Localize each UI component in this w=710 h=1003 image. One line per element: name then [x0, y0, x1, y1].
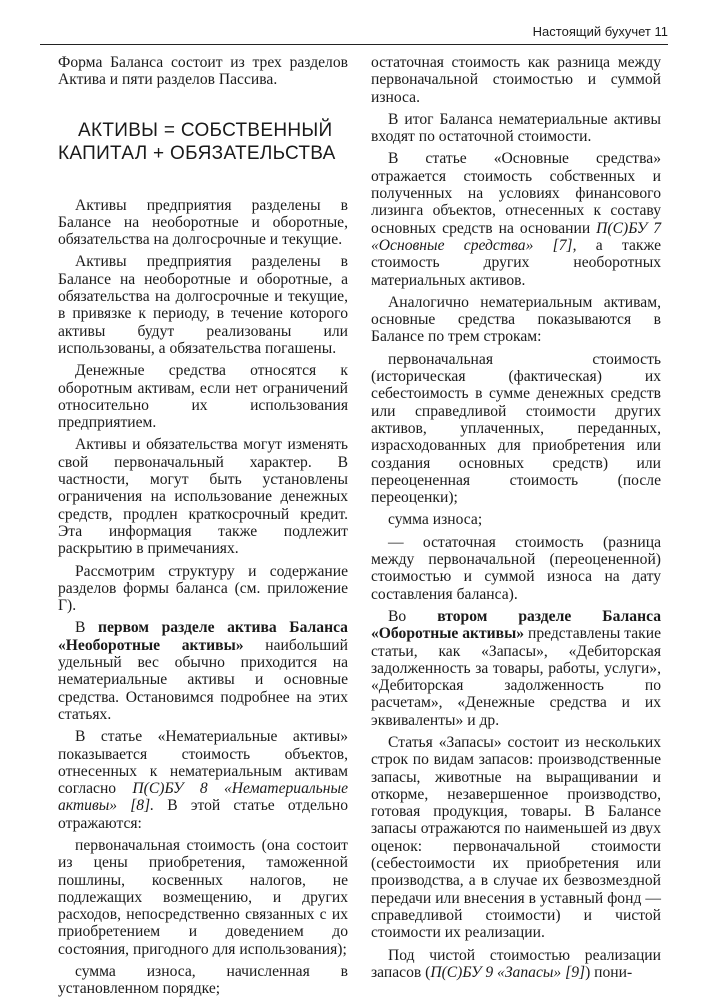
citation: П(С)БУ 8 «Нематериальные активы» [8]. — [58, 780, 348, 815]
paragraph: Аналогично нематериальным активам, основные средства показываются в Балансе по трем строкам: — [371, 293, 661, 346]
text-run: Во — [388, 607, 438, 625]
paragraph: Активы предприятия разделены в Балансе на необоротные и оборотные, обязательства на долгосрочные и текущие. — [58, 196, 348, 249]
text-run: представлены такие статьи, как «Запасы», «Дебиторская задолженность за товары, работы, услуги», «Дебиторская задолженность по расчетам», «Денежные средства и их эквиваленты» и др. — [371, 625, 661, 729]
paragraph — [58, 728, 348, 832]
text-run: В этой статье отдельно отражаются: — [58, 797, 348, 832]
list-paragraph: — остаточная стоимость (разница между первоначальной (переоцененной) стоимостью и суммой износа на дату составления баланса). — [371, 533, 661, 603]
list-paragraph: остаточная стоимость как разница между первоначальной стоимостью и суммой износа. — [371, 54, 661, 106]
text-run: В статье «Нематериальные активы» показывается стоимость объектов, отнесенных к нематериальным активам согласно — [58, 728, 348, 798]
paragraph: Рассмотрим структуру и содержание разделов формы баланса (см. приложение Г). — [58, 562, 348, 615]
paragraph: Денежные средства относятся к оборотным активам, если нет ограничений относительно их использования предприятием. — [58, 362, 348, 432]
paragraph — [58, 619, 348, 723]
text-run: ) пони- — [585, 963, 633, 981]
bold-term: втором разделе Баланса «Оборотные активы» — [371, 607, 661, 643]
text-run: В статье «Основные средства» отражается стоимость собственных и полученных на условиях финансового лизинга объектов, отнесенных к составу основных средств на основании — [371, 150, 661, 237]
list-paragraph: первоначальная стоимость (историческая (фактическая) их себестоимость в сумме денежных средств или справедливой стоимости других активов, уплаченных, переданных, израсходованных для приобретения или создания основных средств) или переоцененная стоимость (после переоценки); — [371, 350, 661, 507]
text-run: В — [75, 619, 98, 637]
paragraph: Форма Баланса состоит из трех разделов Актива и пяти разделов Пассива. — [58, 54, 348, 89]
page-header — [40, 22, 668, 45]
list-paragraph: сумма износа; — [388, 511, 483, 529]
text-run: наибольший удельный вес обычно приходится на нематериальные активы и основные средства. Остановимся подробнее на этих статьях. — [58, 636, 348, 723]
list-paragraph: первоначальная стоимость (она состоит из цены приобретения, таможенной пошлины, косвенных налогов, не подлежащих возмещению, и других расходов, непосредственно связанных с их приобретением и доведением до состояния, пригодного для использования); — [58, 836, 348, 958]
right-column — [371, 54, 661, 986]
paragraph — [371, 947, 661, 982]
text-run: Под чистой стоимостью реализации запасов ( — [371, 946, 661, 981]
paragraph: Статья «Запасы» состоит из нескольких строк по видам запасов: производственные запасы, животные на выращивании и откорме, незавершенное производство, готовая продукция, товары. В Балансе запасы отражаются по наименьшей из двух оценок: первоначальной стоимости (себестоимости их приобретения или производства, а в случае их безвозмездной передачи или внесения в уставный фонд — справедливой стоимости) и чистой стоимости их реализации. — [371, 733, 661, 942]
paragraph — [371, 608, 661, 729]
bold-term: первом разделе актива Баланса «Необоротные активы» — [58, 619, 348, 654]
citation: П(С)БУ 9 «Запасы» [9] — [430, 963, 586, 981]
list-paragraph: сумма износа, начисленная в установленном порядке; — [58, 963, 348, 998]
text-run: а также стоимость других необоротных материальных активов. — [371, 236, 661, 289]
paragraph: В итог Баланса нематериальные активы входят по остаточной стоимости. — [371, 110, 661, 146]
paragraph — [371, 150, 661, 288]
running-head: Настоящий бухучет 11 — [532, 24, 668, 39]
section-heading: АКТИВЫ = СОБСТВЕННЫЙ КАПИТАЛ + ОБЯЗАТЕЛЬСТВА — [58, 119, 336, 164]
paragraph: Активы и обязательства могут изменять свой первоначальный характер. В частности, могут быть установлены ограничения на использование денежных средств, продлен краткосрочный кредит. Эта информация также подлежит раскрытию в примечаниях. — [58, 436, 348, 558]
left-column — [58, 54, 348, 1003]
paragraph: Активы предприятия разделены в Балансе на необоротные и оборотные, а обязательства на долгосрочные и текущие, в привязке к периоду, в течение которого активы будут реализованы или использованы, а обязательства погашены. — [58, 253, 348, 357]
citation: П(С)БУ 7 «Основные средства» [7], — [371, 219, 662, 254]
